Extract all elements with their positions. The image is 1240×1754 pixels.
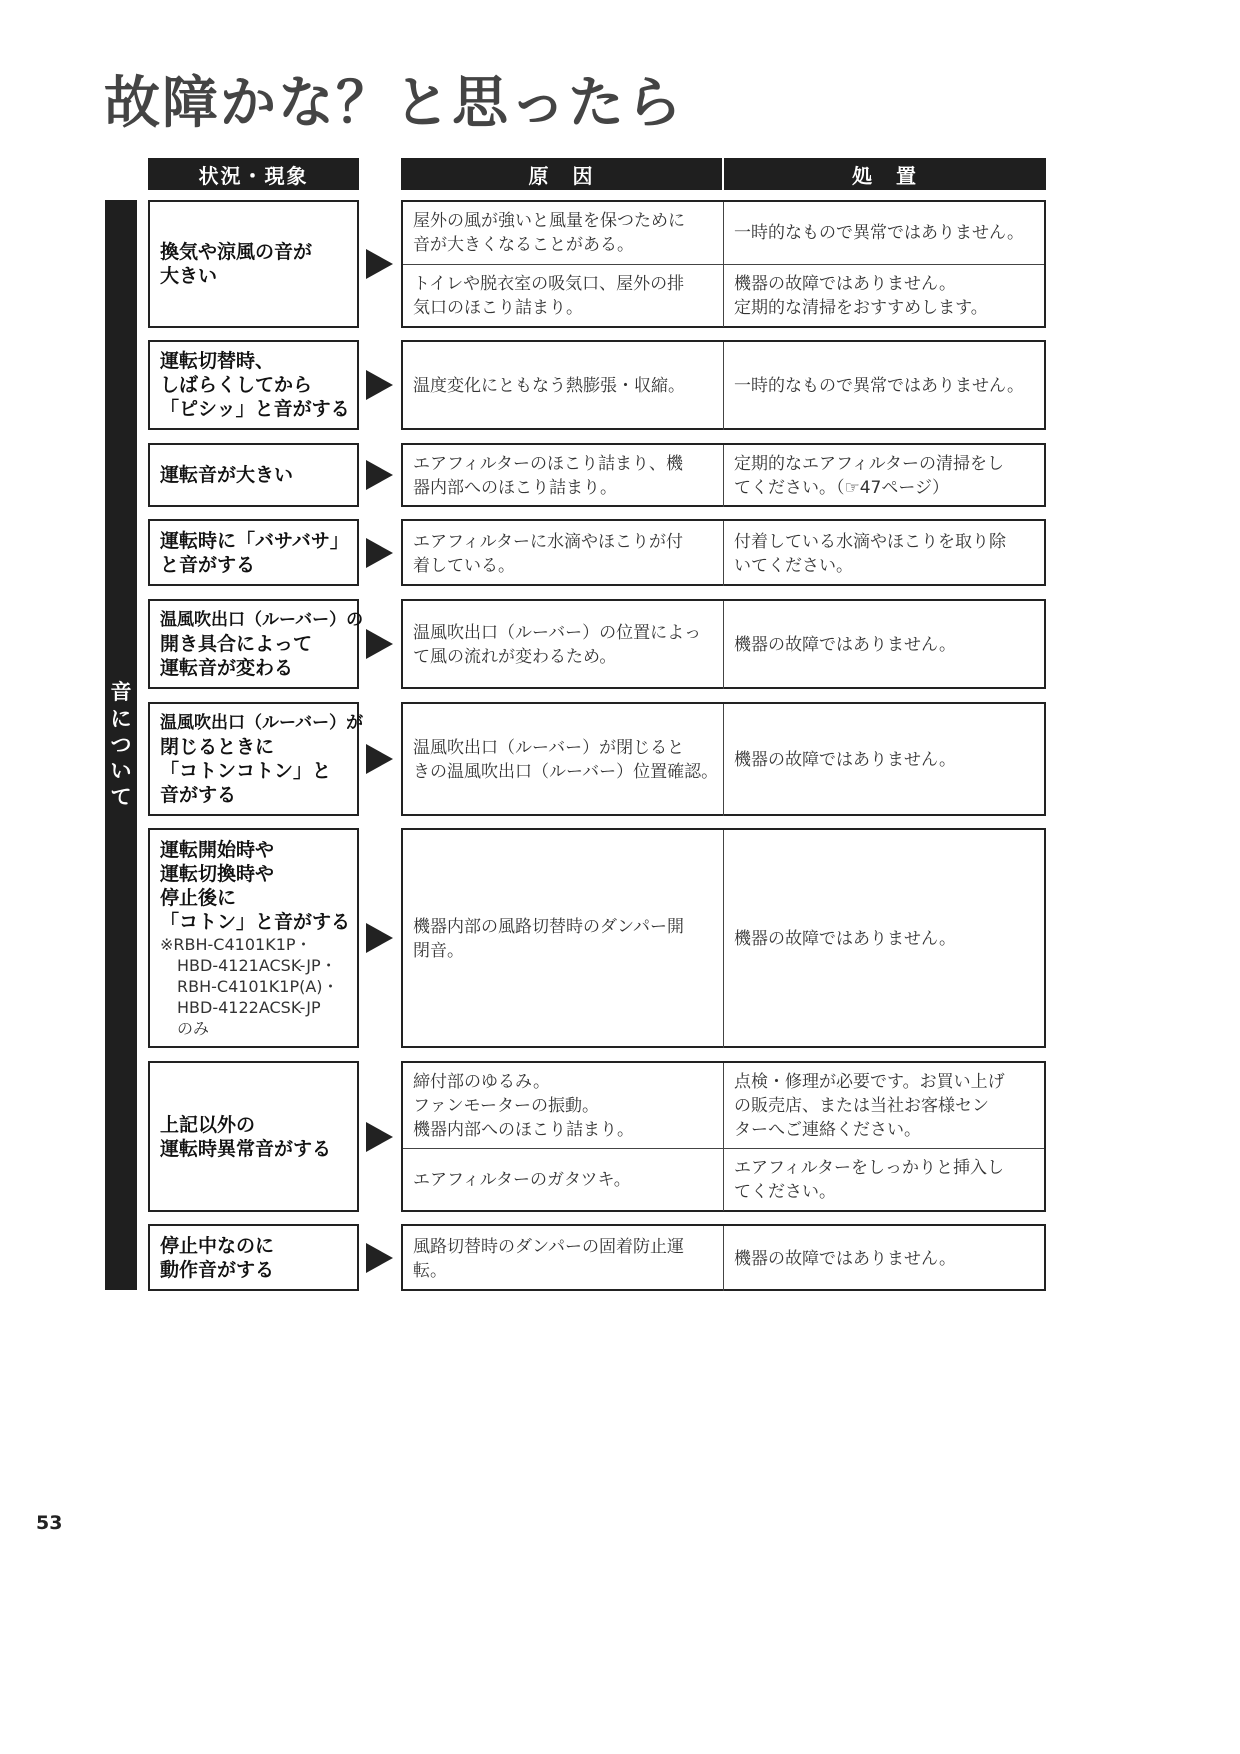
table-row	[403, 264, 1044, 327]
symptom-cell	[148, 443, 359, 507]
symptom-cell	[148, 599, 364, 689]
remedy-text: 付着している水滴やほこりを取り除	[734, 531, 1006, 552]
header-remedy: 処 置	[724, 158, 1046, 190]
symptom-text: 音がする	[160, 784, 237, 806]
remedy-cell	[724, 521, 1044, 586]
section-tab-char: に	[110, 706, 132, 731]
arrow-right-icon	[366, 249, 393, 279]
arrow-right-icon	[366, 744, 393, 774]
arrow-right-icon	[366, 460, 393, 490]
symptom-text: 閉じるときに	[160, 736, 275, 758]
section-tab-char: て	[110, 785, 132, 810]
remedy-text: 点検・修理が必要です。お買い上げ	[734, 1071, 1005, 1092]
symptom-text: 開き具合によって	[160, 633, 313, 655]
arrow-right-icon	[366, 1243, 393, 1273]
arrow-right-icon	[366, 1122, 393, 1152]
arrow-right-icon	[366, 923, 393, 953]
remedy-text: てください。	[734, 1182, 836, 1202]
table-row	[403, 830, 1044, 1048]
remedy-cell	[724, 1226, 1044, 1291]
cause-cell	[403, 1149, 724, 1211]
symptom-model-note: RBH-C4101K1P(A)・	[177, 976, 339, 996]
cause-cell	[403, 704, 724, 816]
cause-text: エアフィルターのほこり詰まり、機	[413, 454, 683, 474]
symptom-cell	[148, 340, 359, 430]
remedy-cell	[724, 601, 1044, 689]
cause-cell	[403, 521, 724, 586]
cause-text: 温風吹出口（ルーバー）が閉じると	[413, 738, 685, 758]
remedy-text: 機器の故障ではありません。	[734, 1248, 957, 1269]
symptom-model-note: のみ	[177, 1018, 210, 1038]
table-row	[403, 704, 1044, 816]
symptom-cell	[148, 1224, 359, 1291]
symptom-model-note: HBD-4122ACSK-JP	[177, 997, 321, 1017]
arrow-right-icon	[366, 629, 393, 659]
symptom-cell	[148, 828, 359, 1048]
remedy-cell	[724, 342, 1044, 430]
symptom-text: 運転切替時、	[160, 350, 275, 372]
table-row	[403, 342, 1044, 430]
symptom-text: 運転音が変わる	[160, 657, 294, 679]
remedy-text: 機器の故障ではありません。	[734, 750, 957, 770]
symptom-cell	[148, 1061, 359, 1212]
cause-cell	[403, 202, 724, 264]
remedy-text: 一時的なもので異常ではありません。	[734, 376, 1025, 396]
cause-text: エアフィルターのガタツキ。	[413, 1170, 631, 1190]
cause-remedy-group	[401, 1061, 1046, 1212]
symptom-text: 運転時異常音がする	[160, 1137, 332, 1160]
remedy-cell	[724, 1063, 1044, 1148]
remedy-text: 定期的な清掃をおすすめします。	[734, 298, 988, 318]
remedy-text: 機器の故障ではありません。	[734, 929, 957, 949]
cause-remedy-group	[401, 340, 1046, 430]
remedy-text: 一時的なもので異常ではありません。	[734, 223, 1025, 243]
cause-text: エアフィルターに水滴やほこりが付	[413, 531, 683, 552]
symptom-text: 運転音が大きい	[160, 464, 294, 486]
symptom-text: 運転時に「バサバサ」	[160, 529, 349, 552]
remedy-text: エアフィルターをしっかりと挿入し	[734, 1158, 1004, 1178]
page-title: 故障かな？と思ったら	[104, 71, 684, 136]
symptom-model-note: HBD-4121ACSK-JP・	[177, 955, 337, 975]
arrow-right-icon	[366, 538, 393, 568]
cause-remedy-group	[401, 443, 1046, 507]
cause-text: ファンモーターの振動。	[413, 1095, 599, 1116]
section-tab-char: い	[110, 759, 132, 784]
symptom-text: 動作音がする	[160, 1258, 275, 1281]
header-cause: 原 因	[401, 158, 722, 190]
symptom-text: 停止中なのに	[160, 1234, 275, 1257]
remedy-cell	[724, 704, 1044, 816]
page-number: 53	[36, 1512, 63, 1534]
symptom-text: と音がする	[160, 553, 256, 576]
symptom-text: 運転切換時や	[160, 862, 275, 885]
table-row	[403, 202, 1044, 264]
cause-cell	[403, 342, 724, 430]
cause-remedy-group	[401, 599, 1046, 689]
remedy-cell	[724, 445, 1044, 507]
remedy-cell	[724, 830, 1044, 1048]
symptom-cell	[148, 519, 359, 586]
cause-text: 気口のほこり詰まり。	[413, 298, 583, 318]
cause-cell	[403, 601, 724, 689]
table-row	[403, 1226, 1044, 1291]
remedy-text: の販売店、または当社お客様セン	[734, 1095, 989, 1116]
arrow-right-icon	[366, 370, 393, 400]
symptom-text: 換気や涼風の音が	[160, 241, 313, 263]
remedy-text: いてください。	[734, 555, 853, 576]
cause-remedy-group	[401, 519, 1046, 586]
symptom-text: 運転開始時や	[160, 838, 275, 861]
cause-cell	[403, 1063, 724, 1148]
section-tab-char: 音	[110, 680, 132, 705]
cause-text: 締付部のゆるみ。	[413, 1071, 551, 1092]
symptom-model-note: ※RBH-C4101K1P・	[160, 934, 312, 954]
cause-remedy-group	[401, 702, 1046, 816]
cause-text: 機器内部へのほこり詰まり。	[413, 1119, 634, 1140]
symptom-text: 「コトン」と音がする	[160, 910, 351, 933]
cause-cell	[403, 830, 724, 1048]
cause-cell	[403, 445, 724, 507]
cause-text: 転。	[413, 1260, 447, 1281]
cause-text: 閉音。	[413, 941, 464, 961]
cause-cell	[403, 1226, 724, 1291]
remedy-cell	[724, 202, 1044, 264]
cause-text: て風の流れが変わるため。	[413, 647, 617, 667]
table-row	[403, 521, 1044, 586]
remedy-text: てください。（☞47ページ）	[734, 478, 950, 498]
table-row	[403, 1063, 1044, 1148]
cause-text: 音が大きくなることがある。	[413, 235, 634, 255]
symptom-text: 大きい	[160, 265, 218, 287]
cause-text: トイレや脱衣室の吸気口、屋外の排	[413, 274, 685, 294]
cause-remedy-group	[401, 200, 1046, 328]
cause-text: きの温風吹出口（ルーバー）位置確認。	[413, 762, 719, 782]
remedy-text: 定期的なエアフィルターの清掃をし	[734, 454, 1004, 474]
symptom-cell	[148, 702, 364, 816]
cause-text: 温風吹出口（ルーバー）の位置によっ	[413, 623, 702, 643]
header-symptom: 状況・現象	[148, 158, 359, 190]
remedy-cell	[724, 1149, 1044, 1211]
symptom-text: 温風吹出口（ルーバー）が	[160, 713, 364, 733]
section-tab-sound	[105, 200, 137, 1290]
cause-cell	[403, 265, 724, 327]
symptom-cell	[148, 200, 359, 328]
cause-remedy-group	[401, 1224, 1046, 1291]
symptom-text: しばらくしてから	[160, 374, 313, 396]
table-row	[403, 601, 1044, 689]
symptom-text: 温風吹出口（ルーバー）の	[160, 610, 364, 630]
cause-text: 器内部へのほこり詰まり。	[413, 478, 617, 498]
symptom-text: 上記以外の	[160, 1113, 256, 1136]
cause-text: 屋外の風が強いと風量を保つために	[413, 211, 685, 231]
table-row	[403, 445, 1044, 507]
remedy-text: 機器の故障ではありません。	[734, 274, 957, 294]
symptom-text: 「ピシッ」と音がする	[160, 398, 350, 420]
remedy-cell	[724, 265, 1044, 327]
symptom-text: 停止後に	[160, 886, 237, 909]
symptom-text: 「コトンコトン」と	[160, 760, 332, 782]
cause-text: 機器内部の風路切替時のダンパー開	[413, 917, 684, 937]
cause-text: 着している。	[413, 555, 515, 576]
section-tab-char: つ	[110, 732, 132, 757]
cause-text: 風路切替時のダンパーの固着防止運	[413, 1236, 684, 1257]
table-row	[403, 1148, 1044, 1211]
cause-text: 温度変化にともなう熱膨張・収縮。	[413, 376, 685, 396]
remedy-text: 機器の故障ではありません。	[734, 635, 957, 655]
remedy-text: ターへご連絡ください。	[734, 1119, 921, 1140]
cause-remedy-group	[401, 828, 1046, 1048]
